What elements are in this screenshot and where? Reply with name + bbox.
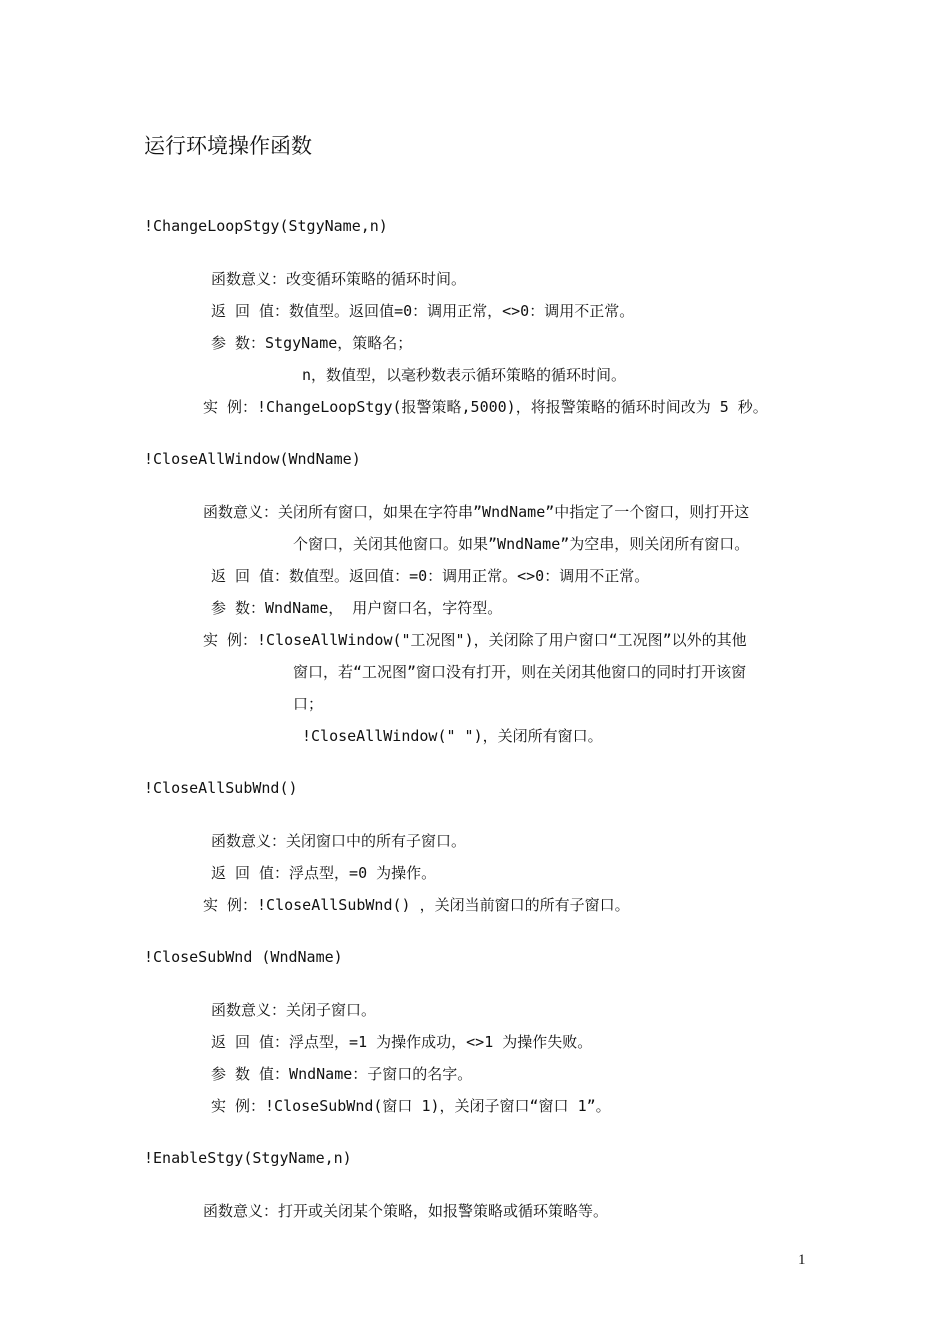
function-signature: !ChangeLoopStgy(StgyName,n) [144,217,388,235]
description-line: 函数意义：关闭窗口中的所有子窗口。 [211,832,467,850]
return-value-line: 返 回 值：数值型。返回值=0：调用正常，<>0：调用不正常。 [211,302,635,320]
example-line: 实 例：!CloseAllSubWnd() ，关闭当前窗口的所有子窗口。 [203,896,630,914]
description-line: 个窗口，关闭其他窗口。如果”WndName”为空串，则关闭所有窗口。 [293,535,750,553]
example-line: 实 例：!CloseAllWindow("工况图")，关闭除了用户窗口“工况图”以外的其他 [203,631,747,649]
example-line: 口； [293,695,324,713]
parameter-line: 参 数：WndName， 用户窗口名，字符型。 [211,599,503,617]
return-value-line: 返 回 值：浮点型，=0 为操作。 [211,864,437,882]
parameter-line: 参 数 值：WndName：子窗口的名字。 [211,1065,473,1083]
page-title: 运行环境操作函数 [144,134,312,158]
parameter-line: n，数值型，以毫秒数表示循环策略的循环时间。 [302,366,627,384]
parameter-line: 参 数：StgyName，策略名； [211,334,413,352]
example-line: 窗口，若“工况图”窗口没有打开，则在关闭其他窗口的同时打开该窗 [293,663,747,681]
example-line: 实 例：!ChangeLoopStgy(报警策略,5000)，将报警策略的循环时间改为 5 秒。 [203,398,768,416]
function-signature: !CloseAllWindow(WndName) [144,450,361,468]
description-line: 函数意义：打开或关闭某个策略，如报警策略或循环策略等。 [203,1202,609,1220]
description-line: 函数意义：关闭所有窗口，如果在字符串”WndName”中指定了一个窗口，则打开这 [203,503,750,521]
function-signature: !CloseAllSubWnd() [144,779,298,797]
page-number: 1 [798,1252,806,1268]
example-line: 实 例：!CloseSubWnd(窗口 1)，关闭子窗口“窗口 1”。 [211,1097,611,1115]
description-line: 函数意义：改变循环策略的循环时间。 [211,270,467,288]
example-line: !CloseAllWindow(" ")，关闭所有窗口。 [302,727,603,745]
return-value-line: 返 回 值：浮点型，=1 为操作成功，<>1 为操作失败。 [211,1033,593,1051]
return-value-line: 返 回 值：数值型。返回值：=0：调用正常。<>0：调用不正常。 [211,567,650,585]
function-signature: !EnableStgy(StgyName,n) [144,1149,352,1167]
function-signature: !CloseSubWnd (WndName) [144,948,343,966]
description-line: 函数意义：关闭子窗口。 [211,1001,377,1019]
